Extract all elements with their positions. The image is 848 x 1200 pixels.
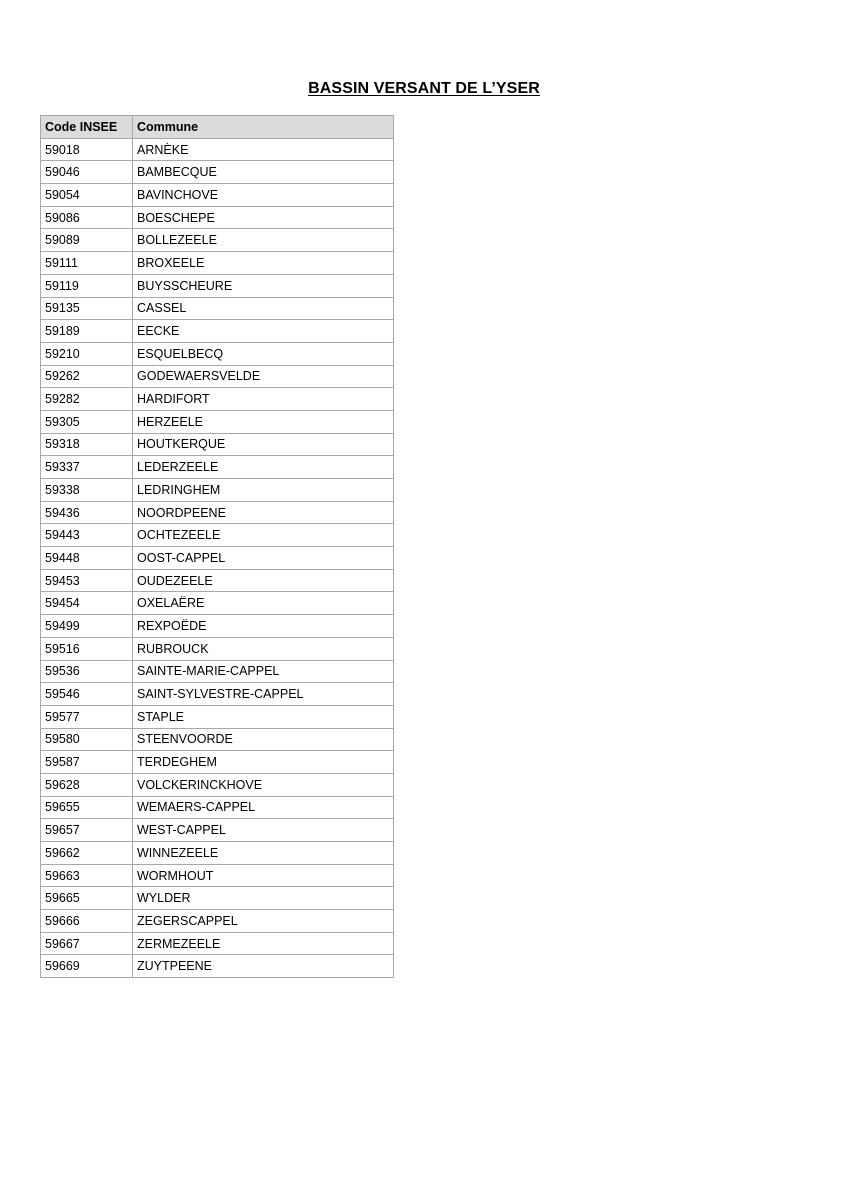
cell-code-insee: 59453 bbox=[41, 569, 133, 592]
table-row bbox=[41, 524, 394, 547]
cell-commune: CASSEL bbox=[133, 297, 394, 320]
cell-commune: BOESCHEPE bbox=[133, 206, 394, 229]
table-row bbox=[41, 751, 394, 774]
cell-code-insee: 59516 bbox=[41, 637, 133, 660]
cell-commune: VOLCKERINCKHOVE bbox=[133, 773, 394, 796]
table-row bbox=[41, 819, 394, 842]
cell-commune: SAINT-SYLVESTRE-CAPPEL bbox=[133, 683, 394, 706]
table-row bbox=[41, 410, 394, 433]
cell-code-insee: 59499 bbox=[41, 615, 133, 638]
cell-code-insee: 59454 bbox=[41, 592, 133, 615]
cell-code-insee: 59667 bbox=[41, 932, 133, 955]
cell-code-insee: 59338 bbox=[41, 479, 133, 502]
table-row bbox=[41, 365, 394, 388]
cell-code-insee: 59546 bbox=[41, 683, 133, 706]
cell-commune: OUDEZEELE bbox=[133, 569, 394, 592]
table-row bbox=[41, 252, 394, 275]
table-row bbox=[41, 184, 394, 207]
cell-commune: LEDRINGHEM bbox=[133, 479, 394, 502]
table-header bbox=[41, 116, 394, 139]
table-row bbox=[41, 297, 394, 320]
cell-commune: HOUTKERQUE bbox=[133, 433, 394, 456]
cell-code-insee: 59189 bbox=[41, 320, 133, 343]
cell-commune: RUBROUCK bbox=[133, 637, 394, 660]
cell-code-insee: 59655 bbox=[41, 796, 133, 819]
table-row bbox=[41, 910, 394, 933]
table-row bbox=[41, 161, 394, 184]
table-row bbox=[41, 705, 394, 728]
table-row bbox=[41, 433, 394, 456]
cell-code-insee: 59662 bbox=[41, 842, 133, 865]
cell-commune: HERZEELE bbox=[133, 410, 394, 433]
page-title: BASSIN VERSANT DE L’YSER bbox=[308, 80, 540, 97]
cell-code-insee: 59262 bbox=[41, 365, 133, 388]
cell-code-insee: 59666 bbox=[41, 910, 133, 933]
table-row bbox=[41, 206, 394, 229]
table-row bbox=[41, 796, 394, 819]
table-body bbox=[41, 138, 394, 977]
table-row bbox=[41, 887, 394, 910]
cell-code-insee: 59111 bbox=[41, 252, 133, 275]
communes-table bbox=[40, 115, 394, 978]
table-row bbox=[41, 592, 394, 615]
table-row bbox=[41, 660, 394, 683]
table-row bbox=[41, 388, 394, 411]
table-row bbox=[41, 320, 394, 343]
table-row bbox=[41, 479, 394, 502]
cell-code-insee: 59054 bbox=[41, 184, 133, 207]
cell-code-insee: 59663 bbox=[41, 864, 133, 887]
cell-code-insee: 59337 bbox=[41, 456, 133, 479]
cell-commune: WORMHOUT bbox=[133, 864, 394, 887]
cell-commune: ARNÈKE bbox=[133, 138, 394, 161]
cell-commune: ESQUELBECQ bbox=[133, 342, 394, 365]
cell-commune: TERDEGHEM bbox=[133, 751, 394, 774]
cell-code-insee: 59282 bbox=[41, 388, 133, 411]
cell-commune: BAVINCHOVE bbox=[133, 184, 394, 207]
cell-code-insee: 59628 bbox=[41, 773, 133, 796]
table-row bbox=[41, 547, 394, 570]
table-row bbox=[41, 274, 394, 297]
cell-code-insee: 59436 bbox=[41, 501, 133, 524]
cell-code-insee: 59669 bbox=[41, 955, 133, 978]
table-row bbox=[41, 229, 394, 252]
cell-commune: REXPOËDE bbox=[133, 615, 394, 638]
table-row bbox=[41, 456, 394, 479]
cell-commune: BOLLEZEELE bbox=[133, 229, 394, 252]
table-row bbox=[41, 569, 394, 592]
table-row bbox=[41, 342, 394, 365]
cell-commune: BAMBECQUE bbox=[133, 161, 394, 184]
table-row bbox=[41, 955, 394, 978]
cell-code-insee: 59086 bbox=[41, 206, 133, 229]
table-row bbox=[41, 637, 394, 660]
cell-commune: WYLDER bbox=[133, 887, 394, 910]
cell-commune: HARDIFORT bbox=[133, 388, 394, 411]
header-code-insee: Code INSEE bbox=[41, 116, 133, 139]
cell-code-insee: 59210 bbox=[41, 342, 133, 365]
cell-code-insee: 59577 bbox=[41, 705, 133, 728]
table-row bbox=[41, 773, 394, 796]
cell-code-insee: 59119 bbox=[41, 274, 133, 297]
cell-commune: WEST-CAPPEL bbox=[133, 819, 394, 842]
cell-commune: SAINTE-MARIE-CAPPEL bbox=[133, 660, 394, 683]
cell-commune: ZERMEZEELE bbox=[133, 932, 394, 955]
cell-commune: OOST-CAPPEL bbox=[133, 547, 394, 570]
table-row bbox=[41, 864, 394, 887]
cell-code-insee: 59665 bbox=[41, 887, 133, 910]
cell-commune: EECKE bbox=[133, 320, 394, 343]
cell-commune: LEDERZEELE bbox=[133, 456, 394, 479]
cell-commune: WEMAERS-CAPPEL bbox=[133, 796, 394, 819]
table-row bbox=[41, 728, 394, 751]
cell-code-insee: 59587 bbox=[41, 751, 133, 774]
cell-code-insee: 59318 bbox=[41, 433, 133, 456]
cell-code-insee: 59089 bbox=[41, 229, 133, 252]
cell-commune: STEENVOORDE bbox=[133, 728, 394, 751]
cell-code-insee: 59018 bbox=[41, 138, 133, 161]
cell-code-insee: 59046 bbox=[41, 161, 133, 184]
cell-commune: BUYSSCHEURE bbox=[133, 274, 394, 297]
cell-commune: WINNEZEELE bbox=[133, 842, 394, 865]
cell-commune: STAPLE bbox=[133, 705, 394, 728]
cell-commune: BROXEELE bbox=[133, 252, 394, 275]
table-row bbox=[41, 842, 394, 865]
header-row bbox=[41, 116, 394, 139]
cell-commune: OCHTEZEELE bbox=[133, 524, 394, 547]
cell-commune: GODEWAERSVELDE bbox=[133, 365, 394, 388]
header-commune: Commune bbox=[133, 116, 394, 139]
cell-code-insee: 59657 bbox=[41, 819, 133, 842]
cell-code-insee: 59448 bbox=[41, 547, 133, 570]
cell-commune: ZEGERSCAPPEL bbox=[133, 910, 394, 933]
table-row bbox=[41, 138, 394, 161]
cell-code-insee: 59580 bbox=[41, 728, 133, 751]
cell-code-insee: 59305 bbox=[41, 410, 133, 433]
cell-commune: NOORDPEENE bbox=[133, 501, 394, 524]
cell-code-insee: 59536 bbox=[41, 660, 133, 683]
cell-commune: OXELAËRE bbox=[133, 592, 394, 615]
cell-code-insee: 59443 bbox=[41, 524, 133, 547]
table-row bbox=[41, 683, 394, 706]
table-row bbox=[41, 501, 394, 524]
table-row bbox=[41, 932, 394, 955]
table-row bbox=[41, 615, 394, 638]
cell-commune: ZUYTPEENE bbox=[133, 955, 394, 978]
cell-code-insee: 59135 bbox=[41, 297, 133, 320]
